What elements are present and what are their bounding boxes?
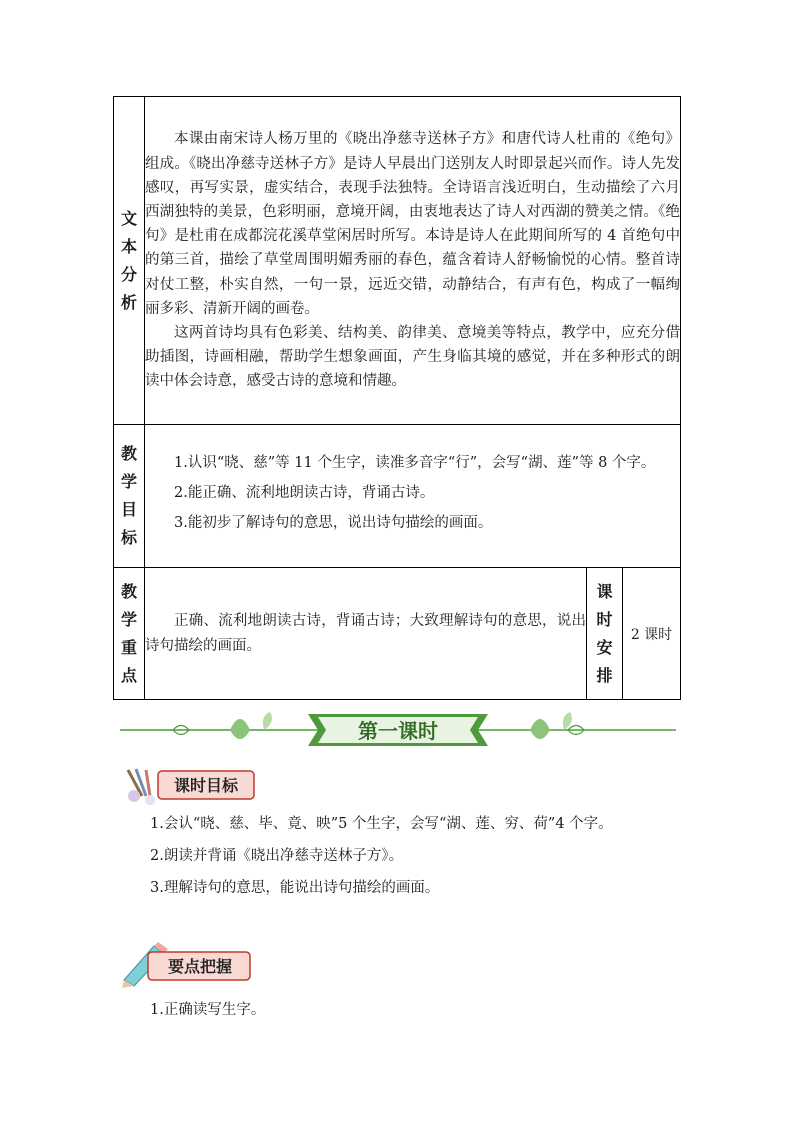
text-analysis-body: [145, 97, 681, 425]
goal-item: 2.能正确、流利地朗读古诗，背诵古诗。: [174, 484, 435, 501]
key-points-header: 教 学 重 点: [114, 568, 145, 700]
text-analysis-header: 文 本 分 析: [114, 97, 145, 425]
lesson-goals-tag-label: 课时目标: [173, 776, 239, 795]
lesson-goal-item: 2.朗读并背诵《晓出净慈寺送林子方》。: [150, 848, 404, 864]
key-grasp-item: 1.正确读写生字。: [150, 1002, 266, 1018]
leaf-icon: [530, 719, 550, 739]
analysis-paragraph: 本课由南宋诗人杨万里的《晓出净慈寺送林子方》和唐代诗人杜甫的《绝句》组成。《晓出净慈寺送林子方》是诗人早晨出门送别友人时即景起兴而作。诗人先发感叹，再写实景，虚实结合，表现手法独特。全诗语言浅近明白，生动描绘了六月西湖独特的美景，色彩明丽，意境开阔，由衷地表达了诗人对西湖的赞美之情。《绝句》是杜甫在成都浣花溪草堂闲居时所写。本诗是诗人在此期间所写的 4 首绝句中的第三首，描绘了草堂周围明媚秀丽的春色，蕴含着诗人舒畅愉悦的心情。整首诗对仗工整，朴实自然，一句一景，远近交错，动静结合，有声有色，构成了一幅绚丽多彩、清新开阔的画卷。: [145, 131, 680, 317]
teaching-goals-body: [145, 425, 681, 568]
teaching-goals-row: [114, 425, 681, 568]
lesson-goal-item: 3.理解诗句的意思，能说出诗句描绘的画面。: [150, 880, 440, 896]
key-grasp-tag-label: 要点把握: [167, 957, 233, 976]
leaf-icon: [230, 719, 250, 739]
banner-title: 第一课时: [358, 719, 438, 743]
lesson-banner: [118, 708, 678, 752]
teaching-goals-header: 教 学 目 标: [114, 425, 145, 568]
lesson-plan-table: [113, 96, 681, 700]
lesson-goal-item: 1.会认“晓、慈、毕、竟、映”5 个生字，会写“湖、莲、穷、荷”4 个字。: [150, 816, 613, 832]
text-analysis-row: [114, 97, 681, 425]
key-grasp-tag: [120, 940, 260, 990]
key-points-row: [114, 568, 681, 700]
schedule-header: 课 时 安 排: [586, 568, 622, 700]
leaf-icon: [263, 712, 272, 730]
lesson-goals-tag: [120, 766, 260, 806]
schedule-value: 2 课时: [622, 568, 680, 700]
analysis-paragraph: 这两首诗均具有色彩美、结构美、韵律美、意境美等特点，教学中，应充分借助插图，诗画相融，帮助学生想象画面，产生身临其境的感觉，并在多种形式的朗读中体会诗意，感受古诗的意境和情趣。: [145, 325, 680, 390]
goal-item: 1.认识“晓、慈”等 11 个生字，读准多音字“行”，会写“湖、莲”等 8 个字。: [174, 454, 656, 471]
goal-item: 3.能初步了解诗句的意思，说出诗句描绘的画面。: [174, 515, 493, 532]
brushes-icon: [128, 769, 155, 805]
key-points-body: 正确、流利地朗读古诗，背诵古诗；大致理解诗句的意思，说出诗句描绘的画面。: [145, 568, 587, 700]
